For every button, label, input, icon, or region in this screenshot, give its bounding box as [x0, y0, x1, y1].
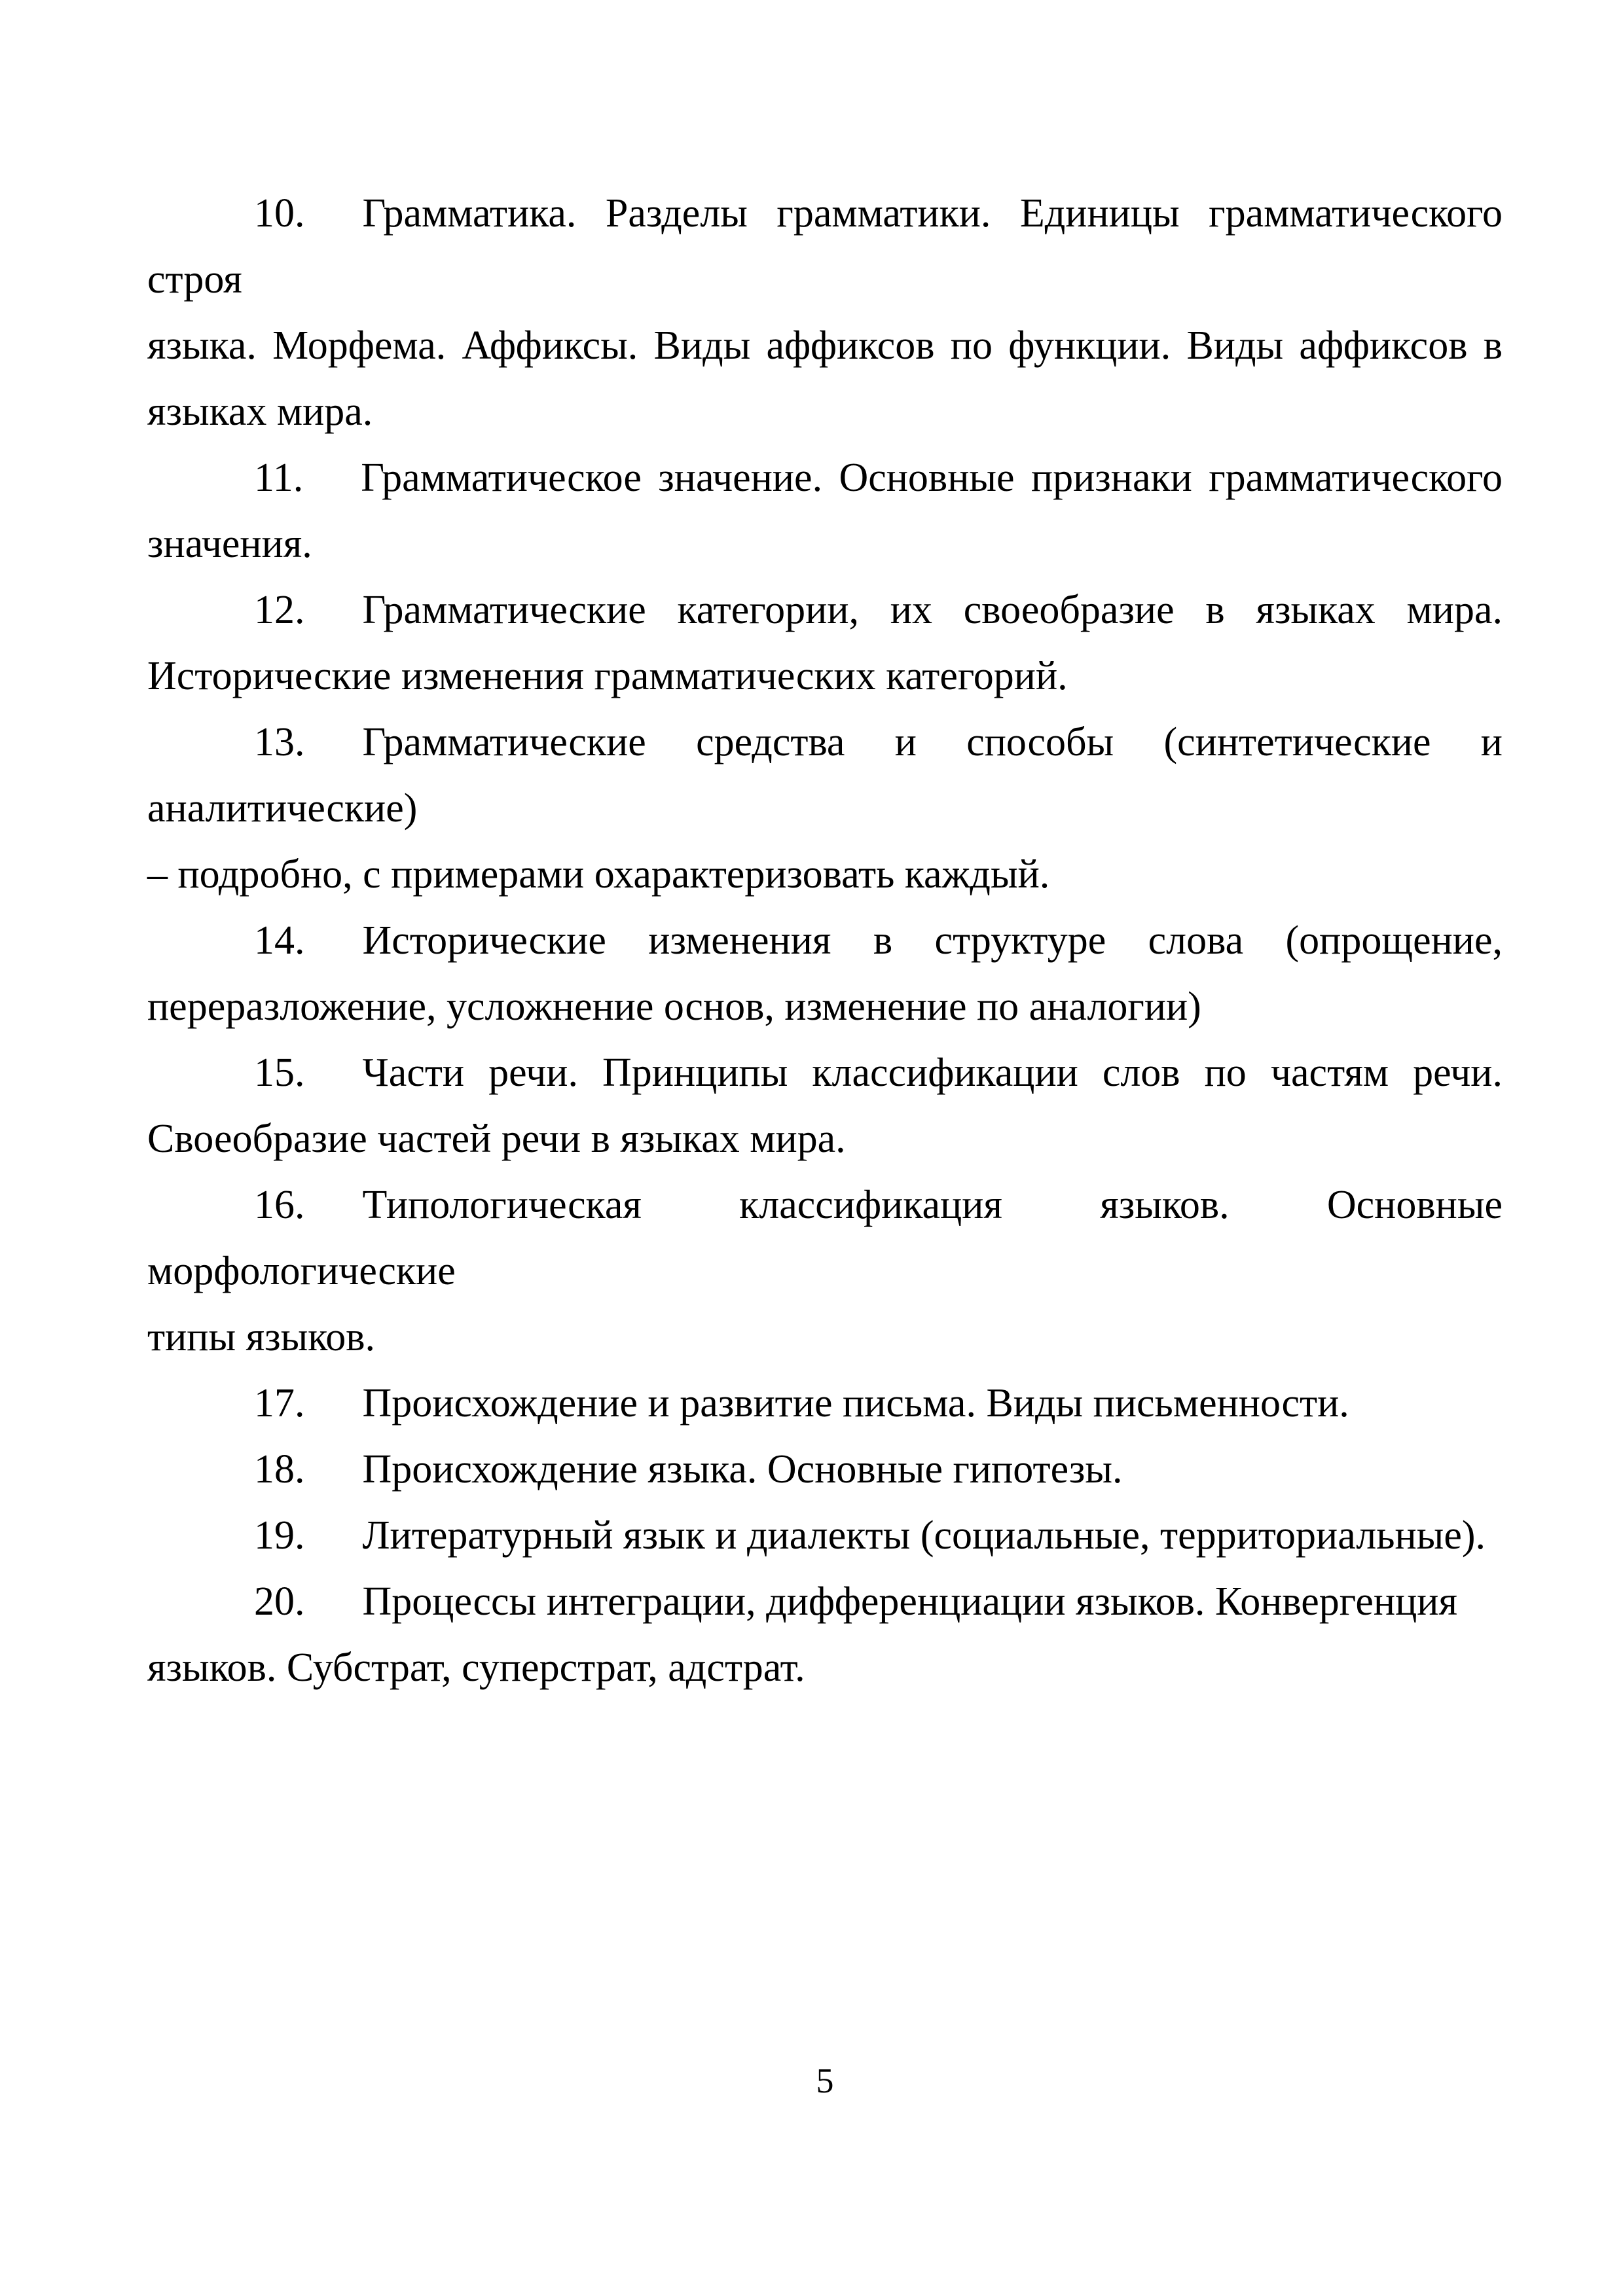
- question-line: типы языков.: [147, 1315, 376, 1359]
- list-item: [147, 1040, 1503, 1172]
- question-line: 18. Происхождение языка. Основные гипотезы.: [254, 1447, 1123, 1492]
- list-item: [147, 1371, 1503, 1437]
- question-line: 13. Грамматические средства и способы (синтетические и аналитические): [147, 720, 1503, 831]
- list-item: [147, 1569, 1503, 1701]
- question-line: – подробно, с примерами охарактеризовать каждый.: [147, 852, 1050, 897]
- item-number: 15.: [254, 1050, 305, 1095]
- question-line: Исторические изменения грамматических категорий.: [147, 654, 1068, 698]
- item-number: 16.: [254, 1183, 305, 1227]
- item-number: 14.: [254, 918, 305, 963]
- question-line: языках мира.: [147, 389, 373, 434]
- item-number: 18.: [254, 1447, 305, 1492]
- list-item: [147, 181, 1503, 445]
- tab-spacer: [305, 1548, 363, 1549]
- question-line: 19. Литературный язык и диалекты (социальные, территориальные).: [254, 1513, 1486, 1558]
- list-item: [147, 709, 1503, 908]
- list-item: [147, 1503, 1503, 1569]
- item-number: 12.: [254, 588, 305, 632]
- tab-spacer: [305, 1085, 363, 1086]
- question-line: переразложение, усложнение основ, изменение по аналогии): [147, 984, 1201, 1029]
- tab-spacer: [303, 490, 361, 491]
- item-number: 10.: [254, 191, 305, 236]
- item-number: 17.: [254, 1381, 305, 1426]
- question-line: 15. Части речи. Принципы классификации слов по частям речи.: [254, 1050, 1503, 1095]
- exam-question-list: [147, 181, 1503, 1701]
- tab-spacer: [305, 1217, 363, 1218]
- question-line: 14. Исторические изменения в структуре слова (опрощение,: [254, 918, 1503, 963]
- item-number: 20.: [254, 1579, 305, 1624]
- list-item: [147, 1172, 1503, 1371]
- list-item: [147, 445, 1503, 577]
- tab-spacer: [305, 1614, 363, 1615]
- page-number: 5: [816, 2061, 834, 2100]
- list-item: [147, 908, 1503, 1040]
- tab-spacer: [305, 953, 363, 954]
- question-line: 17. Происхождение и развитие письма. Виды письменности.: [254, 1381, 1349, 1426]
- list-item: [147, 1437, 1503, 1503]
- item-number: 11.: [254, 456, 304, 500]
- question-line: языков. Субстрат, суперстрат, адстрат.: [147, 1645, 805, 1690]
- question-line: 11. Грамматическое значение. Основные признаки грамматического: [254, 456, 1503, 500]
- item-number: 19.: [254, 1513, 305, 1558]
- question-line: Своеобразие частей речи в языках мира.: [147, 1117, 846, 1161]
- list-item: [147, 577, 1503, 709]
- item-number: 13.: [254, 720, 305, 764]
- tab-spacer: [305, 622, 363, 623]
- question-line: 16. Типологическая классификация языков. Основные морфологические: [147, 1183, 1503, 1293]
- question-line: 10. Грамматика. Разделы грамматики. Единицы грамматического строя: [147, 191, 1503, 302]
- question-line: 12. Грамматические категории, их своеобразие в языках мира.: [254, 588, 1503, 632]
- question-line: языка. Морфема. Аффиксы. Виды аффиксов по функции. Виды аффиксов в: [147, 323, 1503, 368]
- question-line: значения.: [147, 522, 312, 566]
- question-line: 20. Процессы интеграции, дифференциации языков. Конвергенция: [254, 1579, 1457, 1624]
